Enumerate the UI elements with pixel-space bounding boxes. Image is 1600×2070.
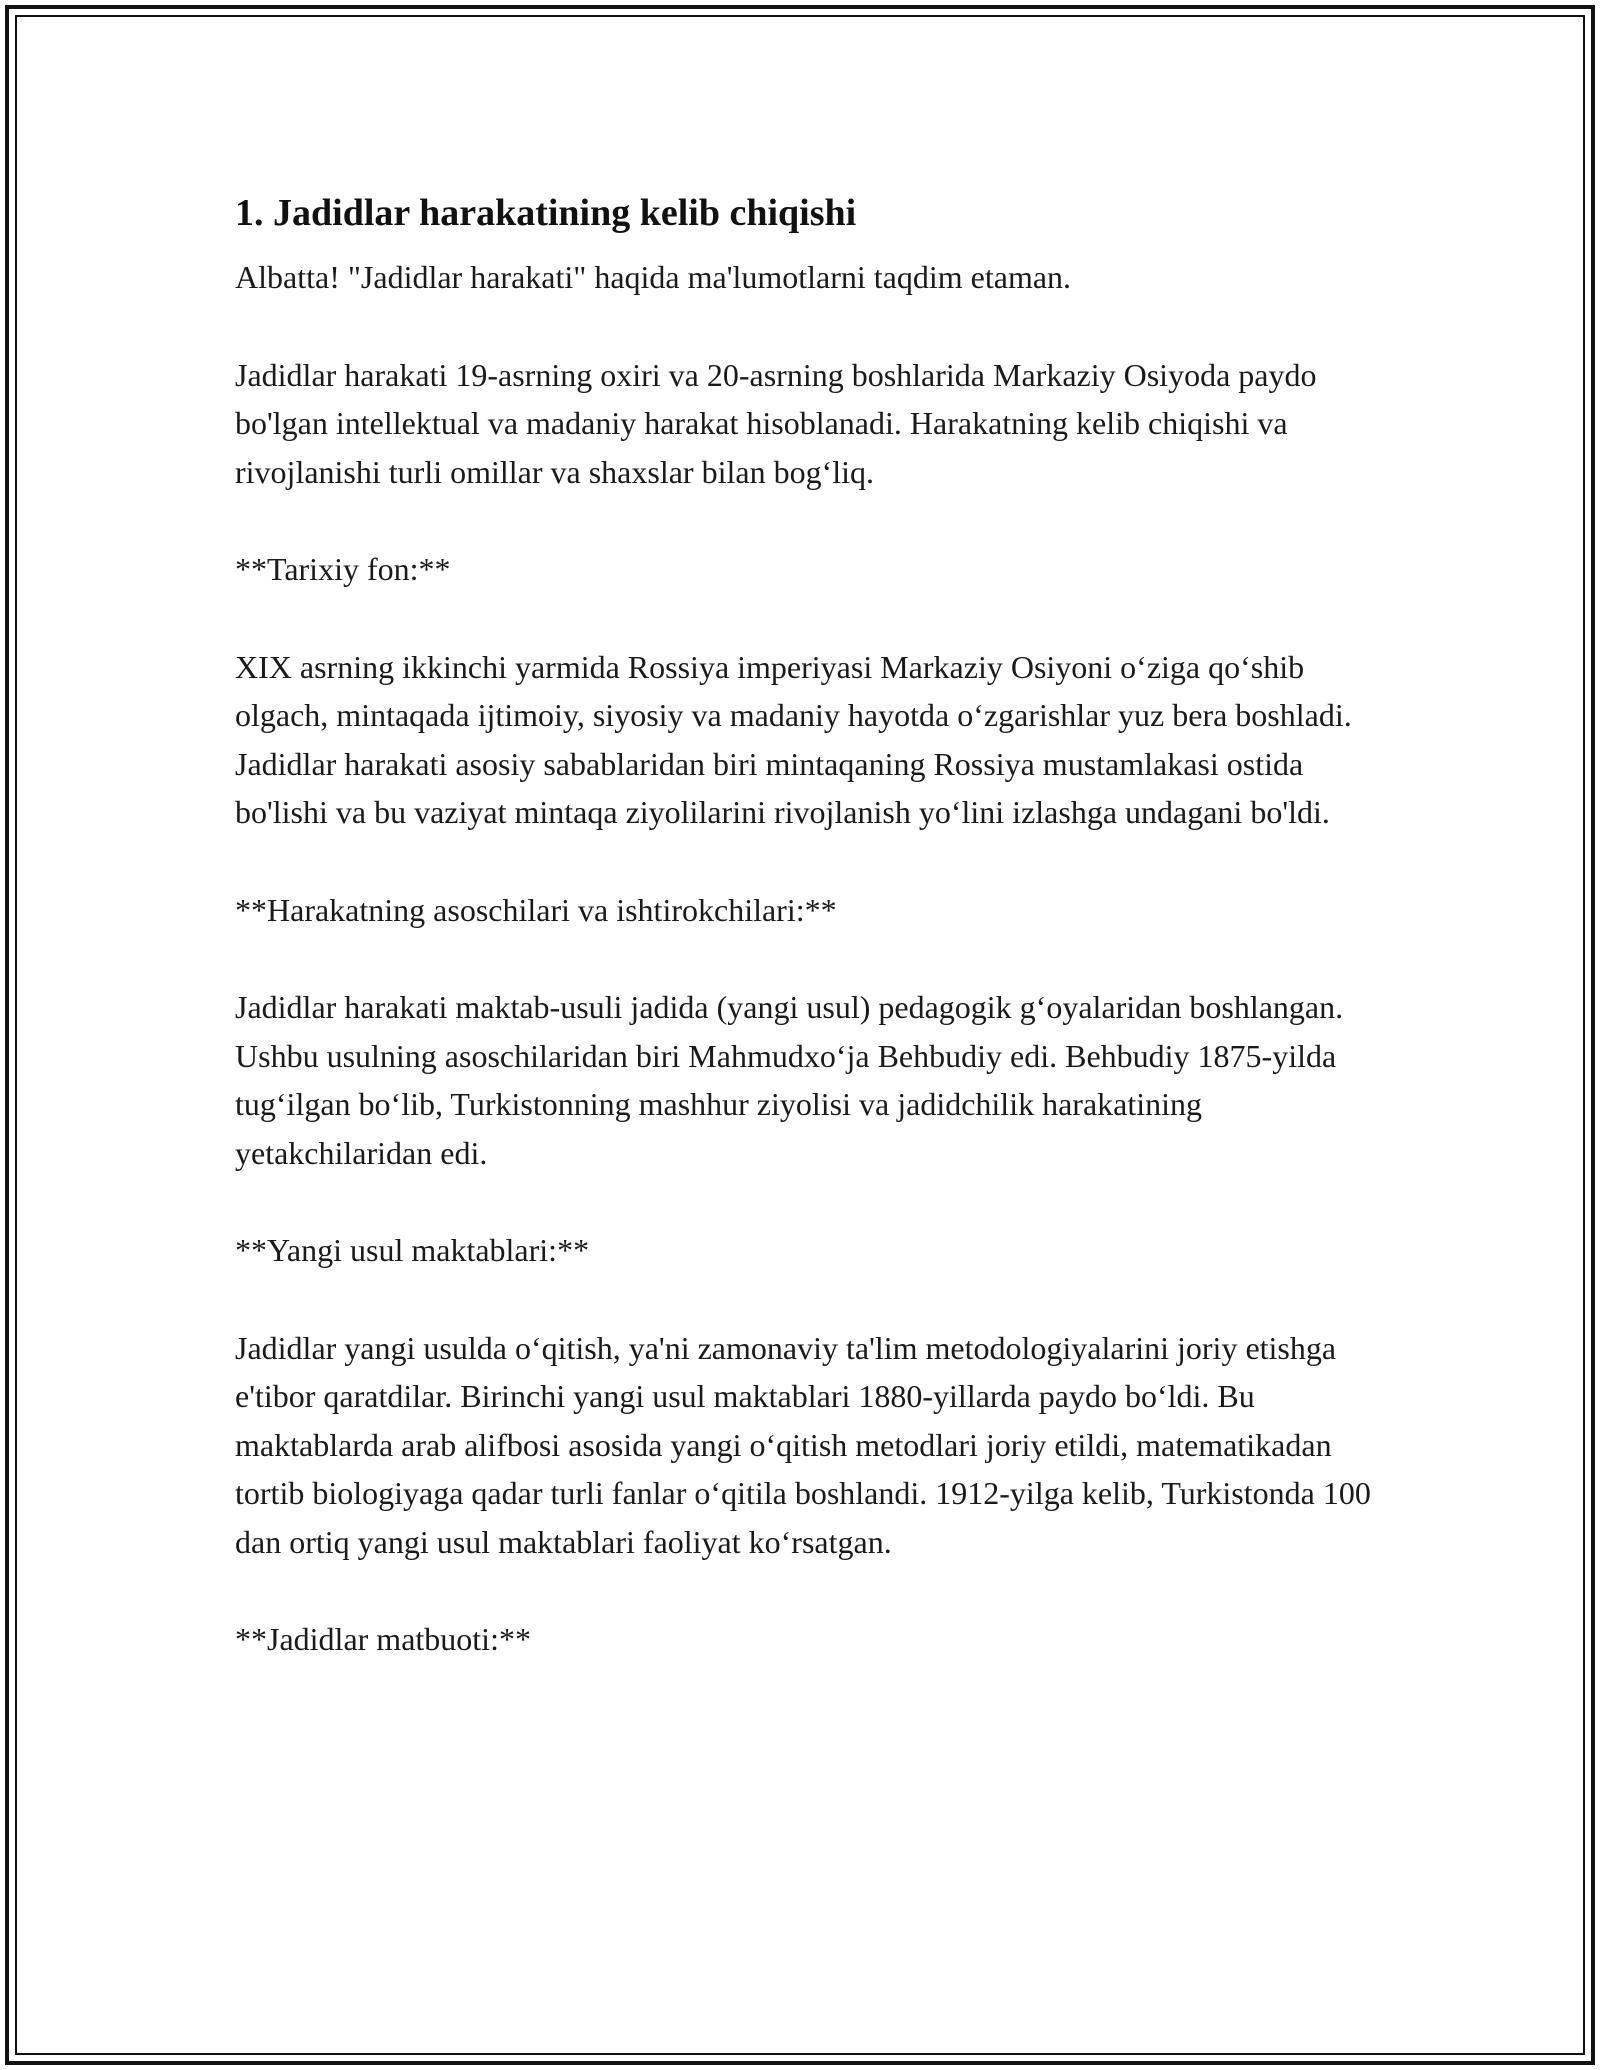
document-body <box>235 185 1385 1664</box>
subheading-jadid-press: **Jadidlar matbuoti:** <box>235 1621 531 1657</box>
subheading-historical-background: **Tarixiy fon:** <box>235 551 451 587</box>
subheading-founders: **Harakatning asoschilari va ishtirokchilari:** <box>235 891 837 928</box>
section-heading: 1. Jadidlar harakatining kelib chiqishi <box>235 192 857 234</box>
paragraph-new-method-schools: Jadidlar yangi usulda o‘qitish, ya'ni zamonaviy ta'lim metodologiyalarini joriy etishga e'tibor qaratdilar. Birinchi yangi usul maktablari 1880-yillarda paydo bo‘ldi. Bu maktablarda arab alifbosi asosida yangi o‘qitish metodlari joriy etildi, matematikadan tortib biologiyaga qadar turli fanlar o‘qitila boshlandi. 1912-yilga kelib, Turkistonda 100 dan ortiq yangi usul maktablari faoliyat ko‘rsatgan. <box>235 1329 1371 1560</box>
paragraph-intro: Albatta! "Jadidlar harakati" haqida ma'lumotlarni taqdim etaman. <box>235 259 1072 295</box>
paragraph-overview: Jadidlar harakati 19-asrning oxiri va 20-asrning boshlarida Markaziy Osiyoda paydo bo'lgan intellektual va madaniy harakat hisoblanadi. Harakatning kelib chiqishi va rivojlanishi turli omillar va shaxslar bilan bog‘liq. <box>235 356 1317 490</box>
paragraph-founders: Jadidlar harakati maktab-usuli jadida (yangi usul) pedagogik g‘oyalaridan boshlangan. Ushbu usulning asoschilaridan biri Mahmudxo‘ja Behbudiy edi. Behbudiy 1875-yilda tug‘ilgan bo‘lib, Turkistonning mashhur ziyolisi va jadidchilik harakatining yetakchilaridan edi. <box>235 989 1344 1171</box>
subheading-new-method-schools: **Yangi usul maktablari:** <box>235 1232 590 1268</box>
paragraph-historical-background: XIX asrning ikkinchi yarmida Rossiya imperiyasi Markaziy Osiyoni o‘ziga qo‘shib olgach, mintaqada ijtimoiy, siyosiy va madaniy hayotda o‘zgarishlar yuz bera boshladi. Jadidlar harakati asosiy sabablaridan biri mintaqaning Rossiya mustamlakasi ostida bo'lishi va bu vaziyat mintaqa ziyolilarini rivojlanish yo‘lini izlashga undagani bo'ldi. <box>235 648 1352 830</box>
